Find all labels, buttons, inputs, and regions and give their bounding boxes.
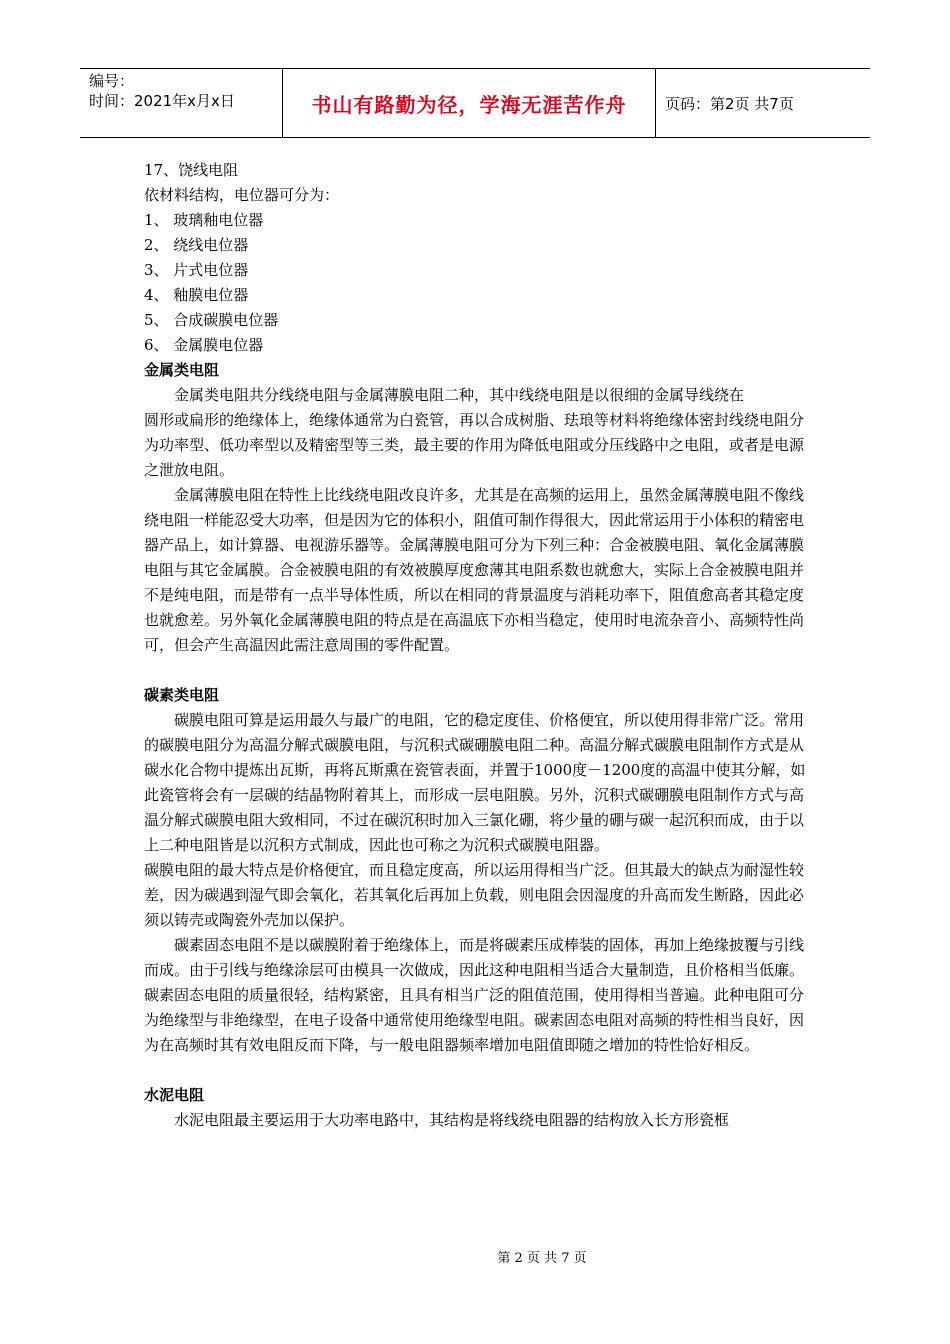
list-item: 1、 玻璃釉电位器 [144,211,264,229]
list-item: 4、 釉膜电位器 [144,286,249,304]
list-intro: 依材料结构，电位器可分为： [144,186,340,204]
section-heading-metal: 金属类电阻 [144,361,220,379]
list-item: 2、 绕线电位器 [144,236,249,254]
header-motto: 书山有路勤为径，学海无涯苦作舟 [283,69,656,137]
page-header [80,68,870,138]
list-item: 3、 片式电位器 [144,261,249,279]
section-heading-cement: 水泥电阻 [144,1086,205,1104]
spacer [144,658,814,683]
paragraph: 碳膜电阻可算是运用最久与最广的电阻，它的稳定度佳、价格便宜，所以使用得非常广泛。常用的碳膜电阻分为高温分解式碳膜电阻，与沉积式碳硼膜电阻二种。高温分解式碳膜电阻制作方式是从碳水化合物中提炼出瓦斯，再将瓦斯熏在瓷管表面，并置于1000度－1200度的高温中使其分解，如此瓷管将会有一层碳的结晶物附着其上，而形成一层电阻膜。另外，沉积式碳硼膜电阻制作方式与高温分解式碳膜电阻大致相同，不过在碳沉积时加入三氯化硼，将少量的硼与碳一起沉积而成，由于以上二种电阻皆是以沉积方式制成，因此也可称之为沉积式碳膜电阻器。 [144,711,806,854]
paragraph: 碳素固态电阻不是以碳膜附着于绝缘体上，而是将碳素压成棒装的固体，再加上绝缘披覆与引线而成。由于引线与绝缘涂层可由模具一次做成，因此这种电阻相当适合大量制造，且价格相当低廉。碳素固态电阻的质量很轻，结构紧密，且具有相当广泛的阻值范围，使用得相当普遍。此种电阻可分为绝缘型与非绝缘型，在电子设备中通常使用绝缘型电阻。碳素固态电阻对高频的特性相当良好，因为在高频时其有效电阻反而下降，与一般电阻器频率增加电阻值即随之增加的特性恰好相反。 [144,936,805,1054]
number-label: 编号： [89,72,135,90]
footer-page-number: 第 2 页 共 7 页 [497,1251,587,1266]
spacer [144,1058,814,1083]
paragraph: 水泥电阻最主要运用于大功率电路中，其结构是将线绕电阻器的结构放入长方形瓷框 [174,1111,730,1129]
time-label: 时间：2021年x月x日 [89,92,235,110]
paragraph: 金属薄膜电阻在特性上比线绕电阻改良许多，尤其是在高频的运用上，虽然金属薄膜电阻不像线绕电阻一样能忍受大功率，但是因为它的体积小，阻值可制作得很大，因此常运用于小体积的精密电器产品上，如计算器、电视游乐器等。金属薄膜电阻可分为下列三种：合金被膜电阻、氧化金属薄膜电阻与其它金属膜。合金被膜电阻的有效被膜厚度愈薄其电阻系数也就愈大，实际上合金被膜电阻并不是纯电阻，而是带有一点半导体性质，所以在相同的背景温度与消耗功率下，阻值愈高者其稳定度也就愈差。另外氧化金属薄膜电阻的特点是在高温底下亦相当稳定，使用时电流杂音小、高频特性尚可，但会产生高温因此需注意周围的零件配置。 [144,486,805,654]
list-item: 6、 金属膜电位器 [144,336,264,354]
page-footer [0,1247,950,1266]
paragraph: 圆形或扁形的绝缘体上，绝缘体通常为白瓷管，再以合成树脂、珐琅等材料将绝缘体密封线绕电阻分为功率型、低功率型以及精密型等三类，最主要的作用为降低电阻或分压线路中之电阻，或者是电源之泄放电阻。 [144,411,805,479]
section-heading-carbon: 碳素类电阻 [144,686,220,704]
list-item: 5、 合成碳膜电位器 [144,311,279,329]
paragraph: 金属类电阻共分线绕电阻与金属薄膜电阻二种，其中线绕电阻是以很细的金属导线绕在 [174,386,745,404]
document-body [144,158,814,1133]
list-item: 17、饶线电阻 [144,161,239,179]
header-meta [80,69,283,137]
paragraph: 碳膜电阻的最大特点是价格便宜，而且稳定度高，所以运用得相当广泛。但其最大的缺点为耐湿性较差，因为碳遇到湿气即会氧化，若其氧化后再加上负载，则电阻会因湿度的升高而发生断路，因此必须以铸壳或陶瓷外壳加以保护。 [144,861,805,929]
header-page-label: 页码：第2页 共7页 [665,94,794,113]
